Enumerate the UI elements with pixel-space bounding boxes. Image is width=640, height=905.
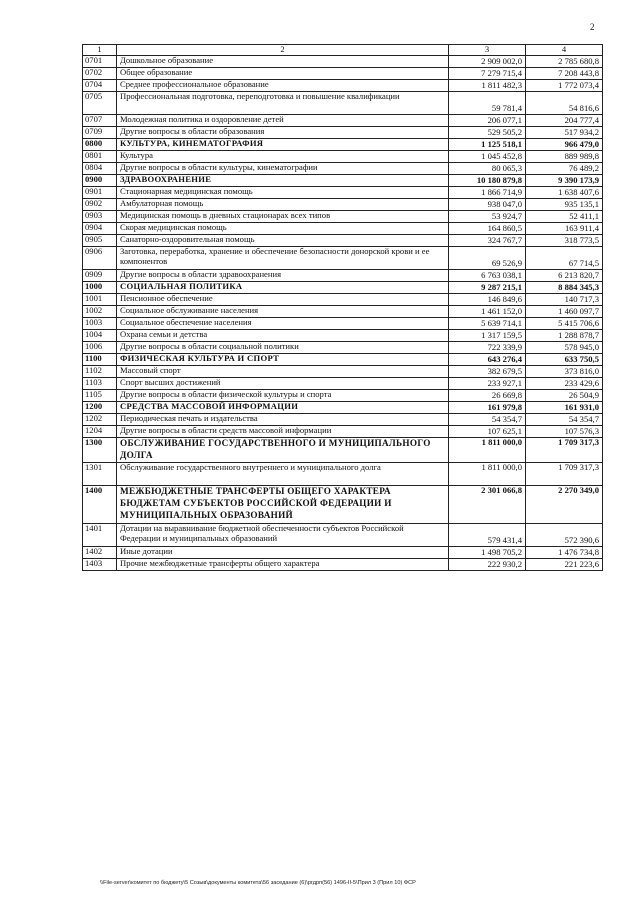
row-name: Массовый спорт: [117, 366, 449, 378]
row-value-col4: 163 911,4: [526, 223, 603, 235]
row-value-col3: 1 461 152,0: [449, 306, 526, 318]
row-name: Культура: [117, 151, 449, 163]
row-value-col3: 161 979,8: [449, 402, 526, 414]
row-value-col4: 373 816,0: [526, 366, 603, 378]
row-name: Скорая медицинская помощь: [117, 223, 449, 235]
row-code: 1400: [83, 485, 117, 523]
row-value-col4: 54 354,7: [526, 414, 603, 426]
table-row: [83, 151, 603, 163]
table-row: [83, 402, 603, 414]
row-code: 0900: [83, 175, 117, 187]
row-name: МЕЖБЮДЖЕТНЫЕ ТРАНСФЕРТЫ ОБЩЕГО ХАРАКТЕРА БЮДЖЕТАМ СУБЪЕКТОВ РОССИЙСКОЙ ФЕДЕРАЦИИ И МУНИЦИПАЛЬНЫХ ОБРАЗОВАНИЙ: [117, 485, 449, 523]
row-name: Среднее профессиональное образование: [117, 80, 449, 92]
row-value-col4: 67 714,5: [526, 247, 603, 270]
row-code: 1006: [83, 342, 117, 354]
row-code: 1002: [83, 306, 117, 318]
header-col-3: 3: [449, 45, 526, 56]
row-name: Заготовка, переработка, хранение и обеспечение безопасности донорской крови и ее компонентов: [117, 247, 449, 270]
row-value-col3: 26 669,8: [449, 390, 526, 402]
row-value-col3: 1 811 000,0: [449, 462, 526, 485]
row-name: Дошкольное образование: [117, 56, 449, 68]
header-col-4: 4: [526, 45, 603, 56]
row-name: Пенсионное обеспечение: [117, 294, 449, 306]
row-value-col3: 54 354,7: [449, 414, 526, 426]
row-value-col4: 6 213 820,7: [526, 270, 603, 282]
row-name: Другие вопросы в области средств массовой информации: [117, 426, 449, 438]
row-value-col4: 221 223,6: [526, 558, 603, 570]
row-name: Дотации на выравнивание бюджетной обеспеченности субъектов Российской Федерации и муниципальных образований: [117, 523, 449, 546]
row-value-col3: 222 930,2: [449, 558, 526, 570]
table-row: [83, 354, 603, 366]
row-name: Другие вопросы в области образования: [117, 127, 449, 139]
row-code: 0905: [83, 235, 117, 247]
table-row: [83, 558, 603, 570]
row-name: ФИЗИЧЕСКАЯ КУЛЬТУРА И СПОРТ: [117, 354, 449, 366]
header-col-2: 2: [117, 45, 449, 56]
row-value-col3: 1 125 518,1: [449, 139, 526, 151]
row-name: Периодическая печать и издательства: [117, 414, 449, 426]
row-value-col4: 966 479,0: [526, 139, 603, 151]
table-body: [83, 56, 603, 571]
row-name: Молодежная политика и оздоровление детей: [117, 115, 449, 127]
table-row: [83, 175, 603, 187]
row-code: 1402: [83, 546, 117, 558]
table-row: [83, 56, 603, 68]
budget-table: [82, 44, 603, 571]
table-row: [83, 223, 603, 235]
row-value-col3: 69 526,9: [449, 247, 526, 270]
table-row: [83, 139, 603, 151]
row-code: 1003: [83, 318, 117, 330]
table-row: [83, 306, 603, 318]
table-row: [83, 462, 603, 485]
table-row: [83, 282, 603, 294]
row-code: 1301: [83, 462, 117, 485]
page-number: 2: [590, 22, 595, 32]
table-row: [83, 68, 603, 80]
row-value-col4: 935 135,1: [526, 199, 603, 211]
row-value-col3: 59 781,4: [449, 92, 526, 115]
row-name: Спорт высших достижений: [117, 378, 449, 390]
row-value-col3: 2 301 066,8: [449, 485, 526, 523]
table-row: [83, 342, 603, 354]
row-name: Стационарная медицинская помощь: [117, 187, 449, 199]
table-row: [83, 414, 603, 426]
row-value-col4: 9 390 173,9: [526, 175, 603, 187]
table-header-row: [83, 45, 603, 56]
row-name: Другие вопросы в области физической культуры и спорта: [117, 390, 449, 402]
row-value-col4: 1 288 878,7: [526, 330, 603, 342]
table-row: [83, 270, 603, 282]
table-row: [83, 523, 603, 546]
row-value-col4: 5 415 706,6: [526, 318, 603, 330]
row-code: 0707: [83, 115, 117, 127]
table-row: [83, 485, 603, 523]
row-code: 0909: [83, 270, 117, 282]
table-row: [83, 163, 603, 175]
row-code: 0804: [83, 163, 117, 175]
row-value-col4: 52 411,1: [526, 211, 603, 223]
row-code: 1103: [83, 378, 117, 390]
row-name: СОЦИАЛЬНАЯ ПОЛИТИКА: [117, 282, 449, 294]
row-value-col4: 107 576,3: [526, 426, 603, 438]
row-code: 1204: [83, 426, 117, 438]
row-name: Обслуживание государственного внутреннего и муниципального долга: [117, 462, 449, 485]
row-code: 0705: [83, 92, 117, 115]
row-value-col3: 1 866 714,9: [449, 187, 526, 199]
row-value-col3: 206 077,1: [449, 115, 526, 127]
row-value-col4: 8 884 345,3: [526, 282, 603, 294]
table-row: [83, 127, 603, 139]
row-value-col3: 53 924,7: [449, 211, 526, 223]
row-name: Амбулаторная помощь: [117, 199, 449, 211]
row-code: 0901: [83, 187, 117, 199]
row-value-col4: 517 934,2: [526, 127, 603, 139]
row-name: КУЛЬТУРА, КИНЕМАТОГРАФИЯ: [117, 139, 449, 151]
row-value-col4: 204 777,4: [526, 115, 603, 127]
row-value-col4: 572 390,6: [526, 523, 603, 546]
row-value-col4: 2 270 349,0: [526, 485, 603, 523]
row-name: Общее образование: [117, 68, 449, 80]
row-name: Другие вопросы в области здравоохранения: [117, 270, 449, 282]
row-code: 0800: [83, 139, 117, 151]
table-row: [83, 426, 603, 438]
row-value-col3: 146 849,6: [449, 294, 526, 306]
row-code: 1401: [83, 523, 117, 546]
table-row: [83, 390, 603, 402]
row-value-col3: 324 767,7: [449, 235, 526, 247]
row-value-col3: 1 317 159,5: [449, 330, 526, 342]
table-row: [83, 187, 603, 199]
row-code: 1001: [83, 294, 117, 306]
row-value-col4: 54 816,6: [526, 92, 603, 115]
row-value-col3: 382 679,5: [449, 366, 526, 378]
row-code: 1403: [83, 558, 117, 570]
row-code: 0801: [83, 151, 117, 163]
row-value-col4: 578 945,0: [526, 342, 603, 354]
row-value-col4: 26 504,9: [526, 390, 603, 402]
row-name: ЗДРАВООХРАНЕНИЕ: [117, 175, 449, 187]
row-value-col4: 233 429,6: [526, 378, 603, 390]
table-row: [83, 318, 603, 330]
row-value-col4: 318 773,5: [526, 235, 603, 247]
row-value-col3: 1 498 705,2: [449, 546, 526, 558]
row-value-col3: 80 065,3: [449, 163, 526, 175]
row-code: 0904: [83, 223, 117, 235]
header-col-1: 1: [83, 45, 117, 56]
table-row: [83, 235, 603, 247]
row-name: Социальное обеспечение населения: [117, 318, 449, 330]
row-code: 0704: [83, 80, 117, 92]
row-code: 0702: [83, 68, 117, 80]
row-value-col3: 7 279 715,4: [449, 68, 526, 80]
table-row: [83, 115, 603, 127]
table-row: [83, 80, 603, 92]
row-value-col4: 1 709 317,3: [526, 438, 603, 463]
row-code: 1200: [83, 402, 117, 414]
row-value-col3: 107 625,1: [449, 426, 526, 438]
row-name: Социальное обслуживание населения: [117, 306, 449, 318]
row-value-col4: 76 489,2: [526, 163, 603, 175]
row-value-col3: 164 860,5: [449, 223, 526, 235]
row-code: 1000: [83, 282, 117, 294]
row-value-col3: 9 287 215,1: [449, 282, 526, 294]
row-code: 0902: [83, 199, 117, 211]
row-code: 1202: [83, 414, 117, 426]
row-value-col4: 161 931,0: [526, 402, 603, 414]
table-row: [83, 92, 603, 115]
row-code: 1300: [83, 438, 117, 463]
row-code: 0709: [83, 127, 117, 139]
table-row: [83, 378, 603, 390]
row-name: ОБСЛУЖИВАНИЕ ГОСУДАРСТВЕННОГО И МУНИЦИПАЛЬНОГО ДОЛГА: [117, 438, 449, 463]
row-code: 0701: [83, 56, 117, 68]
row-code: 1105: [83, 390, 117, 402]
row-value-col4: 2 785 680,8: [526, 56, 603, 68]
row-code: 1102: [83, 366, 117, 378]
row-value-col4: 633 750,5: [526, 354, 603, 366]
table-row: [83, 546, 603, 558]
table-row: [83, 247, 603, 270]
row-code: 0906: [83, 247, 117, 270]
row-name: Санаторно-оздоровительная помощь: [117, 235, 449, 247]
row-value-col4: 1 476 734,8: [526, 546, 603, 558]
row-value-col3: 938 047,0: [449, 199, 526, 211]
row-value-col3: 5 639 714,1: [449, 318, 526, 330]
row-code: 1004: [83, 330, 117, 342]
table-row: [83, 330, 603, 342]
row-name: Медицинская помощь в дневных стационарах всех типов: [117, 211, 449, 223]
row-value-col3: 233 927,1: [449, 378, 526, 390]
table-row: [83, 199, 603, 211]
row-name: Иные дотации: [117, 546, 449, 558]
row-code: 0903: [83, 211, 117, 223]
row-value-col3: 643 276,4: [449, 354, 526, 366]
row-name: Профессиональная подготовка, переподготовка и повышение квалификации: [117, 92, 449, 115]
row-value-col3: 2 909 002,0: [449, 56, 526, 68]
row-value-col3: 1 811 000,0: [449, 438, 526, 463]
row-name: Другие вопросы в области культуры, кинематографии: [117, 163, 449, 175]
table-row: [83, 438, 603, 463]
row-value-col4: 1 772 073,4: [526, 80, 603, 92]
row-name: СРЕДСТВА МАССОВОЙ ИНФОРМАЦИИ: [117, 402, 449, 414]
row-name: Охрана семьи и детства: [117, 330, 449, 342]
file-path-footer: \\File-server\комитет по бюджету\5 Созыв\документы комитета\56 заседание (6)\ргдрп(56) 1496-II-5\Прил 3 (Прил 10) ФСР: [100, 880, 416, 886]
row-value-col3: 1 811 482,3: [449, 80, 526, 92]
table-row: [83, 294, 603, 306]
row-value-col3: 10 180 879,8: [449, 175, 526, 187]
table-row: [83, 211, 603, 223]
row-name: Прочие межбюджетные трансферты общего характера: [117, 558, 449, 570]
row-value-col4: 1 638 407,6: [526, 187, 603, 199]
row-value-col3: 529 505,2: [449, 127, 526, 139]
row-value-col4: 140 717,3: [526, 294, 603, 306]
table-row: [83, 366, 603, 378]
row-value-col4: 7 208 443,8: [526, 68, 603, 80]
row-code: 1100: [83, 354, 117, 366]
row-name: Другие вопросы в области социальной политики: [117, 342, 449, 354]
row-value-col3: 1 045 452,8: [449, 151, 526, 163]
row-value-col3: 579 431,4: [449, 523, 526, 546]
row-value-col3: 722 339,9: [449, 342, 526, 354]
row-value-col4: 889 989,8: [526, 151, 603, 163]
row-value-col4: 1 709 317,3: [526, 462, 603, 485]
row-value-col3: 6 763 038,1: [449, 270, 526, 282]
row-value-col4: 1 460 097,7: [526, 306, 603, 318]
